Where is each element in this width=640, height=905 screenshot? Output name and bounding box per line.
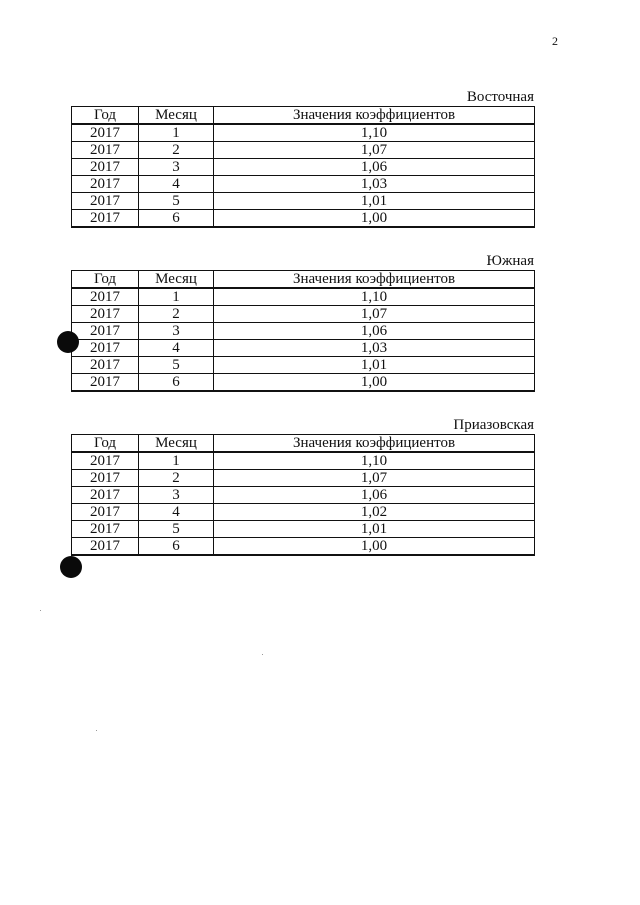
table-row — [72, 306, 535, 323]
cell-month: 6 — [139, 538, 214, 556]
cell-month: 4 — [139, 340, 214, 357]
header-year: Год — [72, 435, 139, 453]
region-title: Приазовская — [453, 417, 534, 433]
table-row — [72, 374, 535, 392]
table-row — [72, 452, 535, 470]
region-title: Восточная — [466, 89, 534, 105]
cell-value: 1,07 — [214, 142, 535, 159]
cell-year: 2017 — [72, 288, 139, 306]
cell-year: 2017 — [72, 210, 139, 228]
page-number: 2 — [552, 34, 558, 48]
coefficients-table — [71, 106, 535, 228]
header-year: Год — [72, 107, 139, 125]
cell-value: 1,07 — [214, 470, 535, 487]
cell-year: 2017 — [72, 124, 139, 142]
cell-year: 2017 — [72, 452, 139, 470]
cell-month: 6 — [139, 210, 214, 228]
table-header-row — [72, 435, 535, 453]
cell-value: 1,00 — [214, 538, 535, 556]
table-row — [72, 521, 535, 538]
cell-value: 1,10 — [214, 124, 535, 142]
cell-value: 1,01 — [214, 357, 535, 374]
cell-value: 1,10 — [214, 288, 535, 306]
table-row — [72, 159, 535, 176]
cell-value: 1,03 — [214, 176, 535, 193]
coefficients-table — [71, 434, 535, 556]
region-section-priazovskaya — [71, 417, 534, 556]
punch-hole — [57, 331, 79, 353]
cell-year: 2017 — [72, 521, 139, 538]
cell-month: 3 — [139, 323, 214, 340]
table-row — [72, 142, 535, 159]
cell-year: 2017 — [72, 487, 139, 504]
table-row — [72, 357, 535, 374]
cell-month: 1 — [139, 452, 214, 470]
cell-year: 2017 — [72, 374, 139, 392]
table-header-row — [72, 271, 535, 289]
cell-month: 1 — [139, 124, 214, 142]
cell-year: 2017 — [72, 538, 139, 556]
cell-year: 2017 — [72, 357, 139, 374]
cell-value: 1,06 — [214, 159, 535, 176]
header-values: Значения коэффициентов — [214, 271, 535, 289]
cell-month: 5 — [139, 357, 214, 374]
cell-month: 2 — [139, 142, 214, 159]
cell-year: 2017 — [72, 193, 139, 210]
table-row — [72, 176, 535, 193]
cell-value: 1,03 — [214, 340, 535, 357]
header-month: Месяц — [139, 271, 214, 289]
scan-speck — [96, 730, 97, 731]
table-row — [72, 124, 535, 142]
region-title: Южная — [486, 253, 534, 269]
cell-month: 5 — [139, 193, 214, 210]
cell-year: 2017 — [72, 159, 139, 176]
cell-value: 1,00 — [214, 374, 535, 392]
table-header-row — [72, 107, 535, 125]
cell-month: 3 — [139, 487, 214, 504]
cell-year: 2017 — [72, 323, 139, 340]
header-month: Месяц — [139, 435, 214, 453]
table-row — [72, 487, 535, 504]
cell-year: 2017 — [72, 306, 139, 323]
cell-value: 1,07 — [214, 306, 535, 323]
table-row — [72, 470, 535, 487]
scan-speck — [40, 610, 41, 611]
cell-value: 1,00 — [214, 210, 535, 228]
cell-year: 2017 — [72, 504, 139, 521]
table-row — [72, 288, 535, 306]
cell-value: 1,10 — [214, 452, 535, 470]
cell-value: 1,02 — [214, 504, 535, 521]
header-month: Месяц — [139, 107, 214, 125]
table-row — [72, 538, 535, 556]
cell-value: 1,01 — [214, 193, 535, 210]
cell-value: 1,06 — [214, 323, 535, 340]
coefficients-table — [71, 270, 535, 392]
table-row — [72, 504, 535, 521]
cell-month: 6 — [139, 374, 214, 392]
punch-hole — [60, 556, 82, 578]
cell-month: 5 — [139, 521, 214, 538]
cell-year: 2017 — [72, 142, 139, 159]
table-row — [72, 323, 535, 340]
header-values: Значения коэффициентов — [214, 107, 535, 125]
cell-month: 4 — [139, 504, 214, 521]
cell-value: 1,01 — [214, 521, 535, 538]
table-row — [72, 210, 535, 228]
cell-month: 3 — [139, 159, 214, 176]
region-section-yuzhnaya — [71, 253, 534, 392]
table-row — [72, 193, 535, 210]
cell-year: 2017 — [72, 470, 139, 487]
table-row — [72, 340, 535, 357]
cell-month: 2 — [139, 470, 214, 487]
scan-speck — [262, 654, 263, 655]
region-section-vostochnaya — [71, 89, 534, 228]
header-year: Год — [72, 271, 139, 289]
cell-month: 2 — [139, 306, 214, 323]
cell-month: 1 — [139, 288, 214, 306]
cell-value: 1,06 — [214, 487, 535, 504]
cell-month: 4 — [139, 176, 214, 193]
cell-year: 2017 — [72, 176, 139, 193]
cell-year: 2017 — [72, 340, 139, 357]
header-values: Значения коэффициентов — [214, 435, 535, 453]
